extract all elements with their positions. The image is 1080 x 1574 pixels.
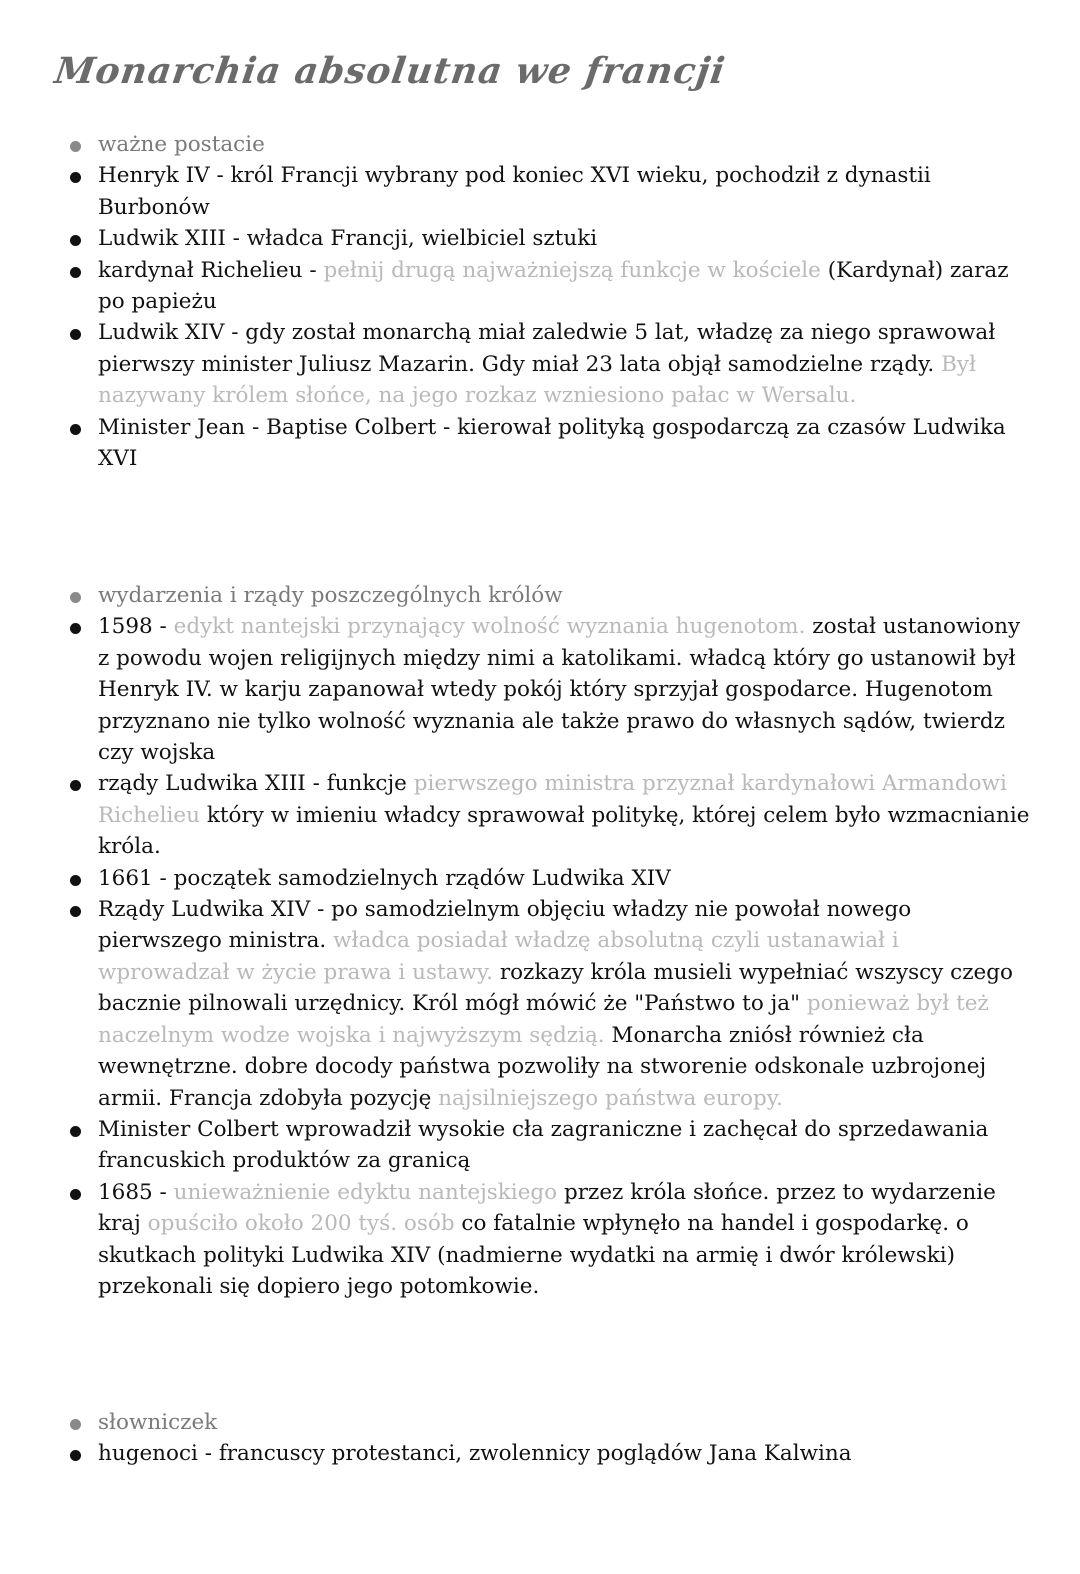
item-text: kardynał Richelieu - [98,257,324,283]
item-text: przez króla słońce. przez to wydarzenie kraj [98,1179,996,1237]
bullet-icon [70,780,81,791]
bullet-icon [70,235,81,246]
section-wydarzenia [0,580,1080,1302]
list-item [0,611,1080,768]
bullet-icon [70,1450,81,1461]
list-item [0,160,1080,223]
item-text: rządy Ludwika XIII - funkcje [98,771,414,797]
item-text: co fatalnie wpłynęło na handel i gospodarkę. o skutkach polityki Ludwika XIV (nadmierne wydatki na armię i dwór królewski) przekonali się dopiero jego potomkowie. [98,1211,969,1299]
list-item [0,412,1080,475]
list-item [0,894,1080,1114]
list-item [0,1114,1080,1177]
bullet-icon [70,906,81,917]
item-text: 1685 - [98,1179,174,1205]
bullet-icon [70,592,81,603]
list-item [0,863,1080,894]
list-item [0,223,1080,254]
item-text: Minister Colbert wprowadził wysokie cła zagraniczne i zachęcał do sprzedawania francuskich produktów za granicą [98,1116,989,1174]
highlighted-text: unieważnienie edyktu nantejskiego [173,1179,558,1205]
item-text: Minister Jean - Baptise Colbert - kierował polityką gospodarczą za czasów Ludwika XVI [98,414,1006,472]
section-postacie [0,129,1080,474]
section-heading: wydarzenia i rządy poszczególnych królów [0,580,1080,611]
item-text: Ludwik XIV - gdy został monarchą miał zaledwie 5 lat, władzę za niego sprawował pierwszy minister Juliusz Mazarin. Gdy miał 23 lata objął samodzielne rządy. [98,320,996,377]
list-item [0,1438,1080,1469]
highlighted-text: najsilniejszego państwa europy. [438,1085,783,1111]
bullet-icon [70,623,81,634]
list-item [0,317,1080,411]
item-text: 1661 - początek samodzielnych rządów Ludwika XIV [98,865,671,891]
page-title: Monarchia absolutna we francji [52,50,729,92]
list-item [0,768,1080,862]
item-text: Rządy Ludwika XIV - po samodzielnym objęciu władzy nie powołał nowego pierwszego ministra. [98,897,912,954]
bullet-icon [70,1419,81,1430]
item-text: 1598 - [98,614,174,640]
bullet-icon [70,267,81,278]
section-slowniczek [0,1407,1080,1470]
item-text: który w imieniu władcy sprawował politykę, której celem było wzmacnianie króla. [98,802,1030,860]
highlighted-text: opuściło około 200 tyś. osób [147,1211,455,1237]
highlighted-text: ponieważ był też naczelnym wodze wojska i najwyższym sędzią. [98,991,989,1048]
item-text: hugenoci - francuscy protestanci, zwolennicy poglądów Jana Kalwina [98,1441,852,1467]
section-heading: ważne postacie [0,129,1080,160]
bullet-icon [70,172,81,183]
item-text: (Kardynał) zaraz po papieżu [98,257,1009,315]
bullet-icon [70,141,81,152]
item-text: Henryk IV - król Francji wybrany pod koniec XVI wieku, pochodził z dynastii Burbonów [98,163,931,220]
list-item [0,255,1080,318]
highlighted-text: edykt nantejski przynający wolność wyznania hugenotom. [173,614,806,640]
bullet-icon [70,1126,81,1137]
highlighted-text: pełnij drugą najważniejszą funkcje w kościele [323,257,821,283]
item-text: Ludwik XIII - władca Francji, wielbiciel sztuki [98,226,598,252]
highlighted-text: władca posiadał władzę absolutną czyli ustanawiał i wprowadzał w życie prawa i ustawy. [98,928,899,985]
list-item [0,1177,1080,1303]
highlighted-text: pierwszego ministra przyznał kardynałowi Armandowi Richelieu [98,771,1007,828]
bullet-icon [70,424,81,435]
bullet-icon [70,329,81,340]
item-text: rozkazy króla musieli wypełniać wszyscy czego bacznie pilnowali urzędnicy. Król mógł mówić że "Państwo to ja" [98,959,1013,1017]
section-heading: słowniczek [0,1407,1080,1438]
item-text: Monarcha zniósł również cła wewnętrzne. dobre docody państwa pozwoliły na stworenie odskonale uzbrojonej armii. Francja zdobyła pozycję [98,1022,987,1111]
item-text: został ustanowiony z powodu wojen religijnych między nimi a katolikami. władcą który go ustanowił był Henryk IV. w karju zapanował wtedy pokój który sprzyjał gospodarce. Hugenotom przyznano nie tylko wolność wyznania ale także prawo do własnych sądów, twierdz czy wojska [98,614,1021,766]
highlighted-text: Był nazywany królem słońce, na jego rozkaz wzniesiono pałac w Wersalu. [98,351,976,409]
bullet-icon [70,1189,81,1200]
bullet-icon [70,875,81,886]
